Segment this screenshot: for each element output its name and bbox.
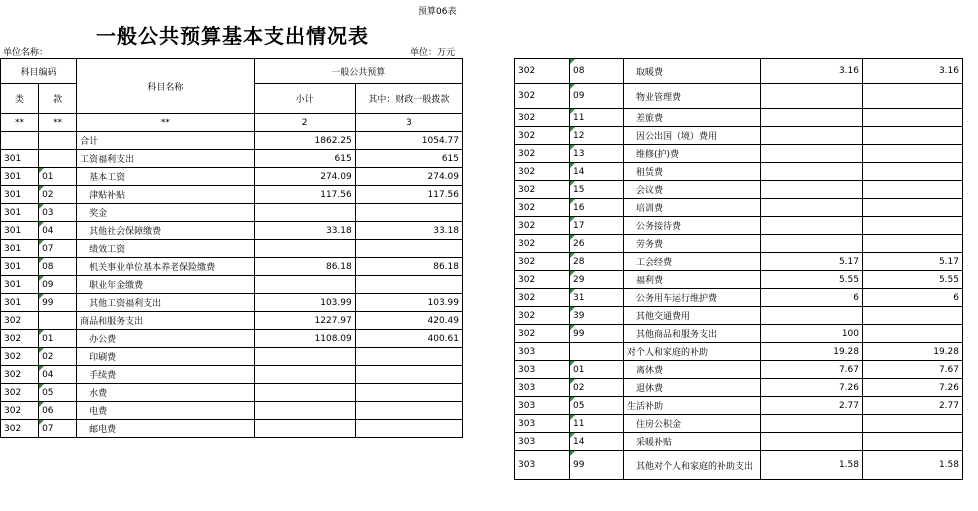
item-code-cell: 99 xyxy=(39,294,77,312)
class-code-cell: 303 xyxy=(515,415,570,433)
subject-name-cell: 住房公积金 xyxy=(624,415,761,433)
table-row xyxy=(1,366,463,384)
left-budget-table xyxy=(0,58,463,438)
class-code-cell: 302 xyxy=(515,163,570,181)
item-code-cell xyxy=(39,150,77,168)
subtotal-cell: 5.55 xyxy=(761,271,863,289)
item-code-cell: 02 xyxy=(39,348,77,366)
class-code-cell: 303 xyxy=(515,379,570,397)
subtotal-cell: 3.16 xyxy=(761,59,863,84)
item-code-cell: 13 xyxy=(570,145,624,163)
fiscal-allocation-cell xyxy=(863,145,963,163)
header-col-index: 3 xyxy=(355,114,462,132)
item-code-cell xyxy=(570,343,624,361)
table-row xyxy=(515,199,963,217)
subject-name-cell: 采暖补贴 xyxy=(624,433,761,451)
subtotal-cell: 1862.25 xyxy=(254,132,355,150)
subject-name-cell: 印刷费 xyxy=(77,348,254,366)
fiscal-allocation-cell: 103.99 xyxy=(355,294,462,312)
table-row xyxy=(515,451,963,480)
class-code-cell: 302 xyxy=(1,420,39,438)
fiscal-allocation-cell xyxy=(355,348,462,366)
class-code-cell: 302 xyxy=(1,330,39,348)
fiscal-allocation-cell: 274.09 xyxy=(355,168,462,186)
class-code-cell: 302 xyxy=(515,84,570,109)
class-code-cell: 302 xyxy=(515,127,570,145)
subject-name-cell: 其他交通费用 xyxy=(624,307,761,325)
subtotal-cell xyxy=(761,217,863,235)
table-row xyxy=(1,348,463,366)
table-row xyxy=(515,145,963,163)
class-code-cell: 301 xyxy=(1,258,39,276)
subtotal-cell: 33.18 xyxy=(254,222,355,240)
fiscal-allocation-cell xyxy=(863,235,963,253)
table-row xyxy=(1,330,463,348)
subtotal-cell: 6 xyxy=(761,289,863,307)
fiscal-allocation-cell: 400.61 xyxy=(355,330,462,348)
fiscal-allocation-cell: 5.17 xyxy=(863,253,963,271)
subject-name-cell: 培训费 xyxy=(624,199,761,217)
subject-name-cell: 邮电费 xyxy=(77,420,254,438)
item-code-cell: 11 xyxy=(570,109,624,127)
table-row xyxy=(1,186,463,204)
fiscal-allocation-cell xyxy=(863,181,963,199)
fiscal-allocation-cell xyxy=(355,240,462,258)
fiscal-allocation-cell xyxy=(355,420,462,438)
table-row xyxy=(1,294,463,312)
subtotal-cell: 615 xyxy=(254,150,355,168)
item-code-cell: 08 xyxy=(570,59,624,84)
class-code-cell: 303 xyxy=(515,361,570,379)
subject-name-cell: 因公出国（境）费用 xyxy=(624,127,761,145)
subtotal-cell xyxy=(761,127,863,145)
fiscal-allocation-cell xyxy=(863,415,963,433)
fiscal-allocation-cell: 86.18 xyxy=(355,258,462,276)
subject-name-cell: 福利费 xyxy=(624,271,761,289)
table-row xyxy=(515,109,963,127)
subtotal-cell: 100 xyxy=(761,325,863,343)
subject-name-cell: 电费 xyxy=(77,402,254,420)
subtotal-cell: 274.09 xyxy=(254,168,355,186)
class-code-cell: 302 xyxy=(515,307,570,325)
class-code-cell: 301 xyxy=(1,240,39,258)
subtotal-cell: 1227.97 xyxy=(254,312,355,330)
fiscal-allocation-cell xyxy=(863,109,963,127)
subtotal-cell xyxy=(761,163,863,181)
subject-name-cell: 公务用车运行维护费 xyxy=(624,289,761,307)
class-code-cell xyxy=(1,132,39,150)
class-code-cell: 302 xyxy=(1,348,39,366)
fiscal-allocation-cell: 420.49 xyxy=(355,312,462,330)
subtotal-cell: 1108.09 xyxy=(254,330,355,348)
item-code-cell: 01 xyxy=(570,361,624,379)
subtotal-cell: 103.99 xyxy=(254,294,355,312)
subtotal-cell xyxy=(761,415,863,433)
item-code-cell: 15 xyxy=(570,181,624,199)
item-code-cell: 16 xyxy=(570,199,624,217)
subject-name-cell: 津贴补贴 xyxy=(77,186,254,204)
subject-name-cell: 手续费 xyxy=(77,366,254,384)
subject-name-cell: 水费 xyxy=(77,384,254,402)
item-code-cell: 09 xyxy=(570,84,624,109)
table-row xyxy=(515,397,963,415)
right-budget-table xyxy=(514,58,963,480)
fiscal-allocation-cell xyxy=(863,307,963,325)
fiscal-allocation-cell xyxy=(355,276,462,294)
fiscal-allocation-cell xyxy=(863,217,963,235)
fiscal-allocation-cell: 33.18 xyxy=(355,222,462,240)
fiscal-allocation-cell: 7.67 xyxy=(863,361,963,379)
class-code-cell: 301 xyxy=(1,204,39,222)
subject-name-cell: 基本工资 xyxy=(77,168,254,186)
subtotal-cell: 2.77 xyxy=(761,397,863,415)
header-fiscal-allocation: 其中：财政一般拨款 xyxy=(355,84,462,114)
fiscal-allocation-cell xyxy=(863,199,963,217)
class-code-cell: 302 xyxy=(1,312,39,330)
table-row xyxy=(515,127,963,145)
class-code-cell: 303 xyxy=(515,433,570,451)
class-code-cell: 302 xyxy=(515,253,570,271)
subject-name-cell: 机关事业单位基本养老保险缴费 xyxy=(77,258,254,276)
class-code-cell: 302 xyxy=(515,145,570,163)
subject-name-cell: 生活补助 xyxy=(624,397,761,415)
item-code-cell: 02 xyxy=(39,186,77,204)
subject-name-cell: 其他社会保障缴费 xyxy=(77,222,254,240)
class-code-cell: 302 xyxy=(515,181,570,199)
fiscal-allocation-cell xyxy=(355,384,462,402)
class-code-cell: 301 xyxy=(1,150,39,168)
subject-name-cell: 绩效工资 xyxy=(77,240,254,258)
table-row xyxy=(515,325,963,343)
fiscal-allocation-cell xyxy=(355,204,462,222)
table-row xyxy=(515,343,963,361)
table-row xyxy=(515,415,963,433)
subject-name-cell: 对个人和家庭的补助 xyxy=(624,343,761,361)
item-code-cell: 29 xyxy=(570,271,624,289)
table-row xyxy=(515,84,963,109)
table-row xyxy=(1,258,463,276)
fiscal-allocation-cell xyxy=(863,127,963,145)
table-row xyxy=(515,271,963,289)
header-star: ** xyxy=(39,114,77,132)
subject-name-cell: 差旅费 xyxy=(624,109,761,127)
subtotal-cell xyxy=(254,204,355,222)
subtotal-cell xyxy=(254,402,355,420)
fiscal-allocation-cell xyxy=(863,84,963,109)
item-code-cell: 99 xyxy=(570,451,624,480)
class-code-cell: 303 xyxy=(515,451,570,480)
item-code-cell: 26 xyxy=(570,235,624,253)
item-code-cell xyxy=(39,312,77,330)
item-code-cell: 06 xyxy=(39,402,77,420)
table-row xyxy=(515,253,963,271)
subtotal-cell xyxy=(254,384,355,402)
table-row xyxy=(1,312,463,330)
subtotal-cell xyxy=(254,348,355,366)
table-row xyxy=(1,420,463,438)
class-code-cell: 302 xyxy=(515,199,570,217)
item-code-cell: 07 xyxy=(39,240,77,258)
class-code-cell: 302 xyxy=(515,59,570,84)
subject-name-cell: 工资福利支出 xyxy=(77,150,254,168)
subtotal-cell xyxy=(761,433,863,451)
header-code-group: 科目编码 xyxy=(1,59,77,84)
item-code-cell: 01 xyxy=(39,330,77,348)
table-row xyxy=(1,402,463,420)
table-row xyxy=(515,289,963,307)
subtotal-cell: 19.28 xyxy=(761,343,863,361)
subject-name-cell: 合计 xyxy=(77,132,254,150)
subject-name-cell: 会议费 xyxy=(624,181,761,199)
table-row xyxy=(515,433,963,451)
item-code-cell: 14 xyxy=(570,433,624,451)
item-code-cell: 11 xyxy=(570,415,624,433)
class-code-cell: 301 xyxy=(1,168,39,186)
fiscal-allocation-cell xyxy=(863,325,963,343)
subtotal-cell: 7.67 xyxy=(761,361,863,379)
class-code-cell: 301 xyxy=(1,294,39,312)
subtotal-cell xyxy=(761,199,863,217)
subtotal-cell xyxy=(761,181,863,199)
table-row xyxy=(515,59,963,84)
subject-name-cell: 工会经费 xyxy=(624,253,761,271)
header-star: ** xyxy=(1,114,39,132)
fiscal-allocation-cell: 6 xyxy=(863,289,963,307)
header-star: ** xyxy=(77,114,254,132)
class-code-cell: 302 xyxy=(515,289,570,307)
item-code-cell: 39 xyxy=(570,307,624,325)
class-code-cell: 303 xyxy=(515,343,570,361)
class-code-cell: 302 xyxy=(515,109,570,127)
table-row xyxy=(515,163,963,181)
class-code-cell: 302 xyxy=(515,235,570,253)
subtotal-cell xyxy=(761,307,863,325)
class-code-cell: 303 xyxy=(515,397,570,415)
item-code-cell: 05 xyxy=(570,397,624,415)
class-code-cell: 301 xyxy=(1,186,39,204)
item-code-cell: 04 xyxy=(39,366,77,384)
table-row xyxy=(1,150,463,168)
subtotal-cell: 5.17 xyxy=(761,253,863,271)
subtotal-cell xyxy=(254,240,355,258)
subject-name-cell: 其他工资福利支出 xyxy=(77,294,254,312)
item-code-cell: 02 xyxy=(570,379,624,397)
item-code-cell: 08 xyxy=(39,258,77,276)
subject-name-cell: 其他对个人和家庭的补助支出 xyxy=(624,451,761,480)
subject-name-cell: 办公费 xyxy=(77,330,254,348)
item-code-cell: 05 xyxy=(39,384,77,402)
page-title: 一般公共预算基本支出情况表 xyxy=(96,24,369,48)
subtotal-cell xyxy=(761,235,863,253)
header-subject-name: 科目名称 xyxy=(77,59,254,114)
subtotal-cell: 86.18 xyxy=(254,258,355,276)
item-code-cell: 17 xyxy=(570,217,624,235)
class-code-cell: 302 xyxy=(1,366,39,384)
fiscal-allocation-cell: 1.58 xyxy=(863,451,963,480)
item-code-cell: 04 xyxy=(39,222,77,240)
subject-name-cell: 其他商品和服务支出 xyxy=(624,325,761,343)
subtotal-cell: 1.58 xyxy=(761,451,863,480)
class-code-cell: 302 xyxy=(515,325,570,343)
subtotal-cell xyxy=(761,145,863,163)
class-code-cell: 301 xyxy=(1,276,39,294)
fiscal-allocation-cell: 5.55 xyxy=(863,271,963,289)
header-budget-group: 一般公共预算 xyxy=(254,59,462,84)
header-col-index: 2 xyxy=(254,114,355,132)
class-code-cell: 302 xyxy=(515,217,570,235)
item-code-cell: 07 xyxy=(39,420,77,438)
subject-name-cell: 公务接待费 xyxy=(624,217,761,235)
header-item: 款 xyxy=(39,84,77,114)
item-code-cell: 03 xyxy=(39,204,77,222)
table-row xyxy=(1,222,463,240)
table-row xyxy=(515,307,963,325)
header-subtotal: 小计 xyxy=(254,84,355,114)
table-row xyxy=(1,240,463,258)
item-code-cell: 09 xyxy=(39,276,77,294)
subtotal-cell xyxy=(761,84,863,109)
item-code-cell: 12 xyxy=(570,127,624,145)
class-code-cell: 302 xyxy=(1,384,39,402)
item-code-cell: 99 xyxy=(570,325,624,343)
table-row xyxy=(515,181,963,199)
fiscal-allocation-cell: 1054.77 xyxy=(355,132,462,150)
fiscal-allocation-cell: 19.28 xyxy=(863,343,963,361)
fiscal-allocation-cell xyxy=(863,433,963,451)
subject-name-cell: 租赁费 xyxy=(624,163,761,181)
table-row xyxy=(515,379,963,397)
header-class: 类 xyxy=(1,84,39,114)
table-row xyxy=(1,132,463,150)
form-number: 预算06表 xyxy=(418,7,457,17)
subject-name-cell: 维修(护)费 xyxy=(624,145,761,163)
fiscal-allocation-cell: 7.26 xyxy=(863,379,963,397)
class-code-cell: 301 xyxy=(1,222,39,240)
subject-name-cell: 商品和服务支出 xyxy=(77,312,254,330)
subject-name-cell: 物业管理费 xyxy=(624,84,761,109)
item-code-cell: 28 xyxy=(570,253,624,271)
unit-label: 单位：万元 xyxy=(410,48,456,58)
fiscal-allocation-cell: 2.77 xyxy=(863,397,963,415)
table-row xyxy=(1,168,463,186)
table-row xyxy=(1,276,463,294)
class-code-cell: 302 xyxy=(515,271,570,289)
fiscal-allocation-cell: 3.16 xyxy=(863,59,963,84)
unit-name-label: 单位名称： xyxy=(3,48,49,58)
item-code-cell: 01 xyxy=(39,168,77,186)
subject-name-cell: 退休费 xyxy=(624,379,761,397)
subtotal-cell xyxy=(254,420,355,438)
subject-name-cell: 离休费 xyxy=(624,361,761,379)
subtotal-cell: 7.26 xyxy=(761,379,863,397)
subject-name-cell: 取暖费 xyxy=(624,59,761,84)
table-row xyxy=(515,217,963,235)
table-row xyxy=(1,384,463,402)
table-row xyxy=(515,235,963,253)
subtotal-cell: 117.56 xyxy=(254,186,355,204)
subtotal-cell xyxy=(254,276,355,294)
table-row xyxy=(1,204,463,222)
item-code-cell: 14 xyxy=(570,163,624,181)
table-row xyxy=(515,361,963,379)
subtotal-cell xyxy=(254,366,355,384)
subtotal-cell xyxy=(761,109,863,127)
subject-name-cell: 职业年金缴费 xyxy=(77,276,254,294)
subject-name-cell: 奖金 xyxy=(77,204,254,222)
fiscal-allocation-cell xyxy=(355,402,462,420)
fiscal-allocation-cell xyxy=(355,366,462,384)
item-code-cell: 31 xyxy=(570,289,624,307)
fiscal-allocation-cell: 615 xyxy=(355,150,462,168)
subject-name-cell: 劳务费 xyxy=(624,235,761,253)
fiscal-allocation-cell: 117.56 xyxy=(355,186,462,204)
fiscal-allocation-cell xyxy=(863,163,963,181)
item-code-cell xyxy=(39,132,77,150)
class-code-cell: 302 xyxy=(1,402,39,420)
